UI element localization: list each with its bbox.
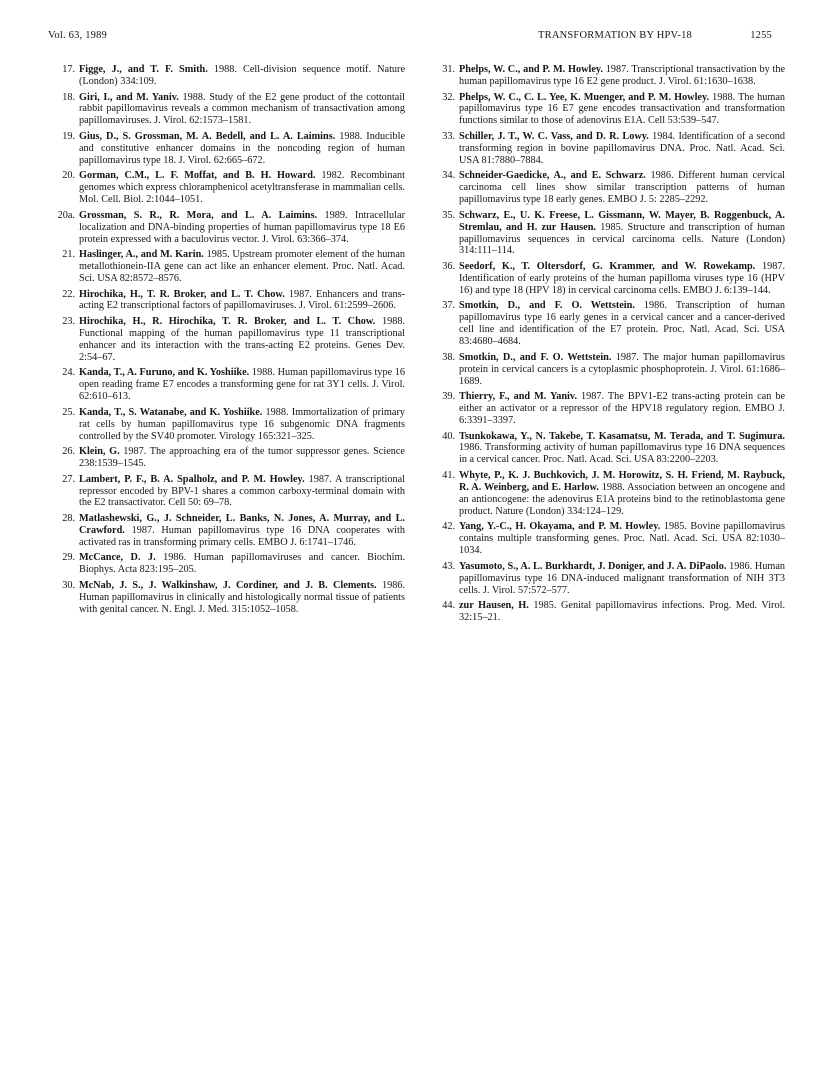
reference-text: 1988. Functional mapping of the human papillomavirus type 11 transcriptional enhancer and its interaction with the trans-acting E2 proteins. Genes Dev. 2:54–67. [79,316,406,363]
reference-text: 1987. Human papillomavirus type 16 DNA cooperates with activated ras in transforming primary cells. EMBO J. 6:1741–1746. [79,524,406,548]
reference-text: 1982. Recombinant genomes which express chloramphenicol acetyltransferase in mammalian cells. Mol. Cell. Biol. 2:1044–1051. [79,170,406,206]
reference-authors: Grossman, S. R., R. Mora, and L. A. Laimins. [79,209,318,221]
reference-authors: Klein, G. [79,446,120,458]
reference-entry [428,64,785,88]
reference-text: 1987. Identification of early proteins of the human papilloma viruses type 16 (HPV 16) and type 18 (HPV 18) in cervical carcinoma cells. EMBO J. 6:139–144. [459,261,786,296]
reference-text: 1988. Immortalization of primary rat cells by human papillomavirus type 16 subgenomic DNA fragments controlled by the SV40 promoter. Virology 165:321–325. [79,406,405,442]
reference-authors: Giri, I., and M. Yaniv. [79,91,179,103]
reference-text: 1985. Genital papillomavirus infections. Prog. Med. Virol. 32:15–21. [459,600,786,623]
reference-entry [428,210,785,258]
reference-number: 36. [442,261,455,273]
reference-number: 29. [62,552,75,564]
reference-authors: Hirochika, H., R. Hirochika, T. R. Broker, and L. T. Chow. [79,316,376,328]
reference-authors: Gorman, C.M., L. F. Moffat, and B. H. Howard. [79,170,316,182]
reference-number: 31. [442,64,455,75]
reference-text: 1988. Study of the E2 gene product of the cottontail rabbit papillomavirus reveals a common mechanism of transactivation among papillomaviruses. J. Virol. 62:1573–1581. [79,91,406,127]
reference-number: 38. [442,351,455,363]
reference-entry [48,131,405,167]
reference-entry [48,170,405,206]
reference-entry [428,92,785,128]
reference-number: 35. [442,209,455,221]
reference-entry [428,391,785,427]
reference-authors: Phelps, W. C., C. L. Yee, K. Muenger, and P. M. Howley. [459,91,710,103]
reference-text: 1986. Human papillomavirus type 16 DNA-induced malignant transformation of NIH 3T3 cells. J. Virol. 57:572–577. [459,560,786,596]
reference-text: 1987. Transcriptional transactivation by the human papillomavirus type 16 E2 gene product. J. Virol. 61:1630–1638. [459,64,785,87]
reference-number: 33. [442,130,455,142]
reference-text: 1985. Upstream promoter element of the human metallothionein-IIA gene can act like an enhancer element. Proc. Natl. Acad. Sci. USA 82:8572–8576. [79,249,406,284]
reference-number: 42. [442,521,455,533]
reference-entry [428,600,785,624]
running-title: TRANSFORMATION BY HPV-18 [538,30,692,41]
reference-entry [428,131,785,167]
reference-number: 21. [62,249,75,261]
reference-authors: Matlashewski, G., J. Schneider, L. Banks, N. Jones, A. Murray, and L. Crawford. [79,513,405,536]
reference-text: 1987. Enhancers and trans-acting E2 transcriptional factors of papillomaviruses. J. Virol. 61:2599–2606. [79,288,406,312]
reference-text: 1986. Transforming activity of human papillomavirus type 16 DNA sequences in a cervical cancer. Proc. Natl. Acad. Sci. USA 83:2200–2203. [459,442,785,466]
reference-number: 44. [442,600,455,612]
reference-entry [48,92,405,128]
reference-entry [48,513,405,549]
reference-text: 1986. Human papillomaviruses and cancer. Biochim. Biophys. Acta 823:195–205. [79,552,406,576]
reference-number: 26. [62,446,75,458]
reference-entry [428,470,785,518]
reference-authors: Thierry, F., and M. Yaniv. [459,391,578,403]
reference-authors: Kanda, T., A. Furuno, and K. Yoshiike. [79,367,250,379]
reference-authors: Smotkin, D., and F. O. Wettstein. [459,351,612,363]
reference-text: 1985. Bovine papillomavirus contains multiple transforming genes. Proc. Natl. Acad. Sci. USA 82:1030–1034. [459,521,785,557]
reference-text: 1988. Human papillomavirus type 16 open reading frame E7 encodes a transforming gene for rat 3Y1 cells. J. Virol. 62:610–613. [79,367,406,403]
reference-text: 1988. Association between an oncogene and an antioncogene: the adenovirus E1A proteins bind to the retinoblastoma gene product. Nature (London) 334:124–129. [459,481,785,517]
reference-number: 37. [442,300,455,312]
reference-entry [428,431,785,467]
reference-number: 24. [62,367,75,379]
reference-entry [48,580,405,616]
reference-entry [48,552,405,576]
reference-number: 28. [62,513,75,525]
reference-authors: Yang, Y.-C., H. Okayama, and P. M. Howley. [459,521,661,533]
reference-authors: Whyte, P., K. J. Buchkovich, J. M. Horowitz, S. H. Friend, M. Raybuck, R. A. Weinberg, and E. Harlow. [459,469,785,493]
reference-authors: Schiller, J. T., W. C. Vass, and D. R. Lowy. [459,130,649,142]
references-left-column [48,64,405,619]
reference-authors: Schwarz, E., U. K. Freese, L. Gissmann, W. Mayer, B. Roggenbuck, A. Stremlau, and H. zur Hausen. [459,209,785,233]
reference-entry [48,289,405,313]
reference-authors: Kanda, T., S. Watanabe, and K. Yoshiike. [79,406,263,418]
reference-number: 27. [62,473,75,485]
reference-authors: McNab, J. S., J. Walkinshaw, J. Cordiner, and J. B. Clements. [79,579,377,591]
reference-text: 1988. The human papillomavirus type 16 E7 gene encodes transactivation and transformation functions similar to those of adenovirus E1A. Cell 53:539–547. [459,91,785,127]
reference-entry [428,170,785,206]
reference-number: 34. [442,170,455,182]
reference-text: 1988. Cell-division sequence motif. Nature (London) 334:109. [79,64,405,87]
reference-number: 25. [62,406,75,418]
reference-authors: Haslinger, A., and M. Karin. [79,249,204,261]
reference-entry [428,561,785,597]
reference-authors: Tsunkokawa, Y., N. Takebe, T. Kasamatsu, M. Terada, and T. Sugimura. [459,430,785,442]
reference-number: 18. [62,91,75,103]
reference-text: 1985. Structure and transcription of human papillomavirus sequences in cervical carcinoma cells. Nature (London) 314:111–114. [459,221,786,257]
reference-entry [428,352,785,388]
reference-authors: Phelps, W. C., and P. M. Howley. [459,64,603,75]
reference-number: 40. [442,430,455,442]
reference-entry [48,64,405,88]
reference-text: 1986. Human papillomavirus in clinically and histologically normal tissue of patients with genital cancer. N. Engl. J. Med. 315:1052–1058. [79,579,405,615]
page-number: 1255 [750,30,772,41]
reference-number: 32. [442,91,455,103]
reference-authors: Seedorf, K., T. Oltersdorf, G. Krammer, and W. Rowekamp. [459,261,756,273]
reference-text: 1987. The approaching era of the tumor suppressor genes. Science 238:1539–1545. [79,446,405,470]
reference-number: 30. [62,579,75,591]
reference-authors: Lambert, P. F., B. A. Spalholz, and P. M. Howley. [79,473,305,485]
reference-authors: Schneider-Gaedicke, A., and E. Schwarz. [459,170,646,182]
reference-text: 1987. The major human papillomavirus protein in cervical cancers is a cytoplasmic phosphoprotein. J. Virol. 61:1686–1689. [459,351,786,387]
reference-entry [48,249,405,285]
reference-authors: Yasumoto, S., A. L. Burkhardt, J. Doniger, and J. A. DiPaolo. [459,560,727,572]
reference-authors: Gius, D., S. Grossman, M. A. Bedell, and L. A. Laimins. [79,130,336,142]
reference-number: 20. [62,170,75,182]
reference-entry [48,367,405,403]
reference-authors: Hirochika, H., T. R. Broker, and L. T. Chow. [79,288,285,300]
reference-text: 1987. The BPV1-E2 trans-acting protein can be either an activator or a repressor of the HPV18 regulatory region. EMBO J. 6:3391–3397. [459,391,785,426]
reference-number: 19. [62,130,75,142]
reference-text: 1984. Identification of a second transforming region in bovine papillomavirus DNA. Proc. Natl. Acad. Sci. USA 81:7880–7884. [459,130,785,166]
reference-entry [428,300,785,348]
reference-text: 1989. Intracellular localization and DNA-binding properties of human papillomavirus type 18 E6 protein expressed with a baculovirus vector. J. Virol. 63:366–374. [79,209,405,245]
reference-authors: Smotkin, D., and F. O. Wettstein. [459,300,635,312]
reference-number: 23. [62,316,75,328]
reference-authors: McCance, D. J. [79,552,156,564]
reference-number: 41. [442,469,455,481]
reference-entry [48,446,405,470]
reference-text: 1986. Different human cervical carcinoma cell lines show similar transcription patterns of human papillomavirus type 18 early genes. EMBO J. 5: 2285–2292. [459,170,785,206]
reference-number: 39. [442,391,455,403]
reference-number: 43. [442,560,455,572]
reference-number: 22. [62,288,75,300]
reference-authors: Figge, J., and T. F. Smith. [79,64,208,75]
reference-text: 1988. Inducible and constitutive enhancer domains in the noncoding region of human papillomavirus type 18. J. Virol. 62:665–672. [79,130,406,166]
running-header [48,30,772,48]
journal-volume: Vol. 63, 1989 [48,30,107,41]
reference-entry [48,474,405,510]
reference-text: 1987. A transcriptional repressor encoded by BPV-1 shares a common carboxy-terminal domain with the E2 transactivator. Cell 50: 69–78. [79,473,405,509]
reference-number: 17. [62,64,75,75]
reference-text: 1986. Transcription of human papillomavirus type 16 early genes in a cervical cancer and a cancer-derived cell line and identification of the E7 protein. Proc. Natl. Acad. Sci. USA 83:4680–4684. [459,300,786,348]
reference-entry [428,261,785,297]
reference-entry [48,210,405,246]
reference-entry [48,407,405,443]
reference-number: 20a. [57,209,75,221]
reference-entry [48,316,405,364]
reference-entry [428,521,785,557]
reference-authors: zur Hausen, H. [459,600,529,612]
references-right-column [428,64,785,628]
